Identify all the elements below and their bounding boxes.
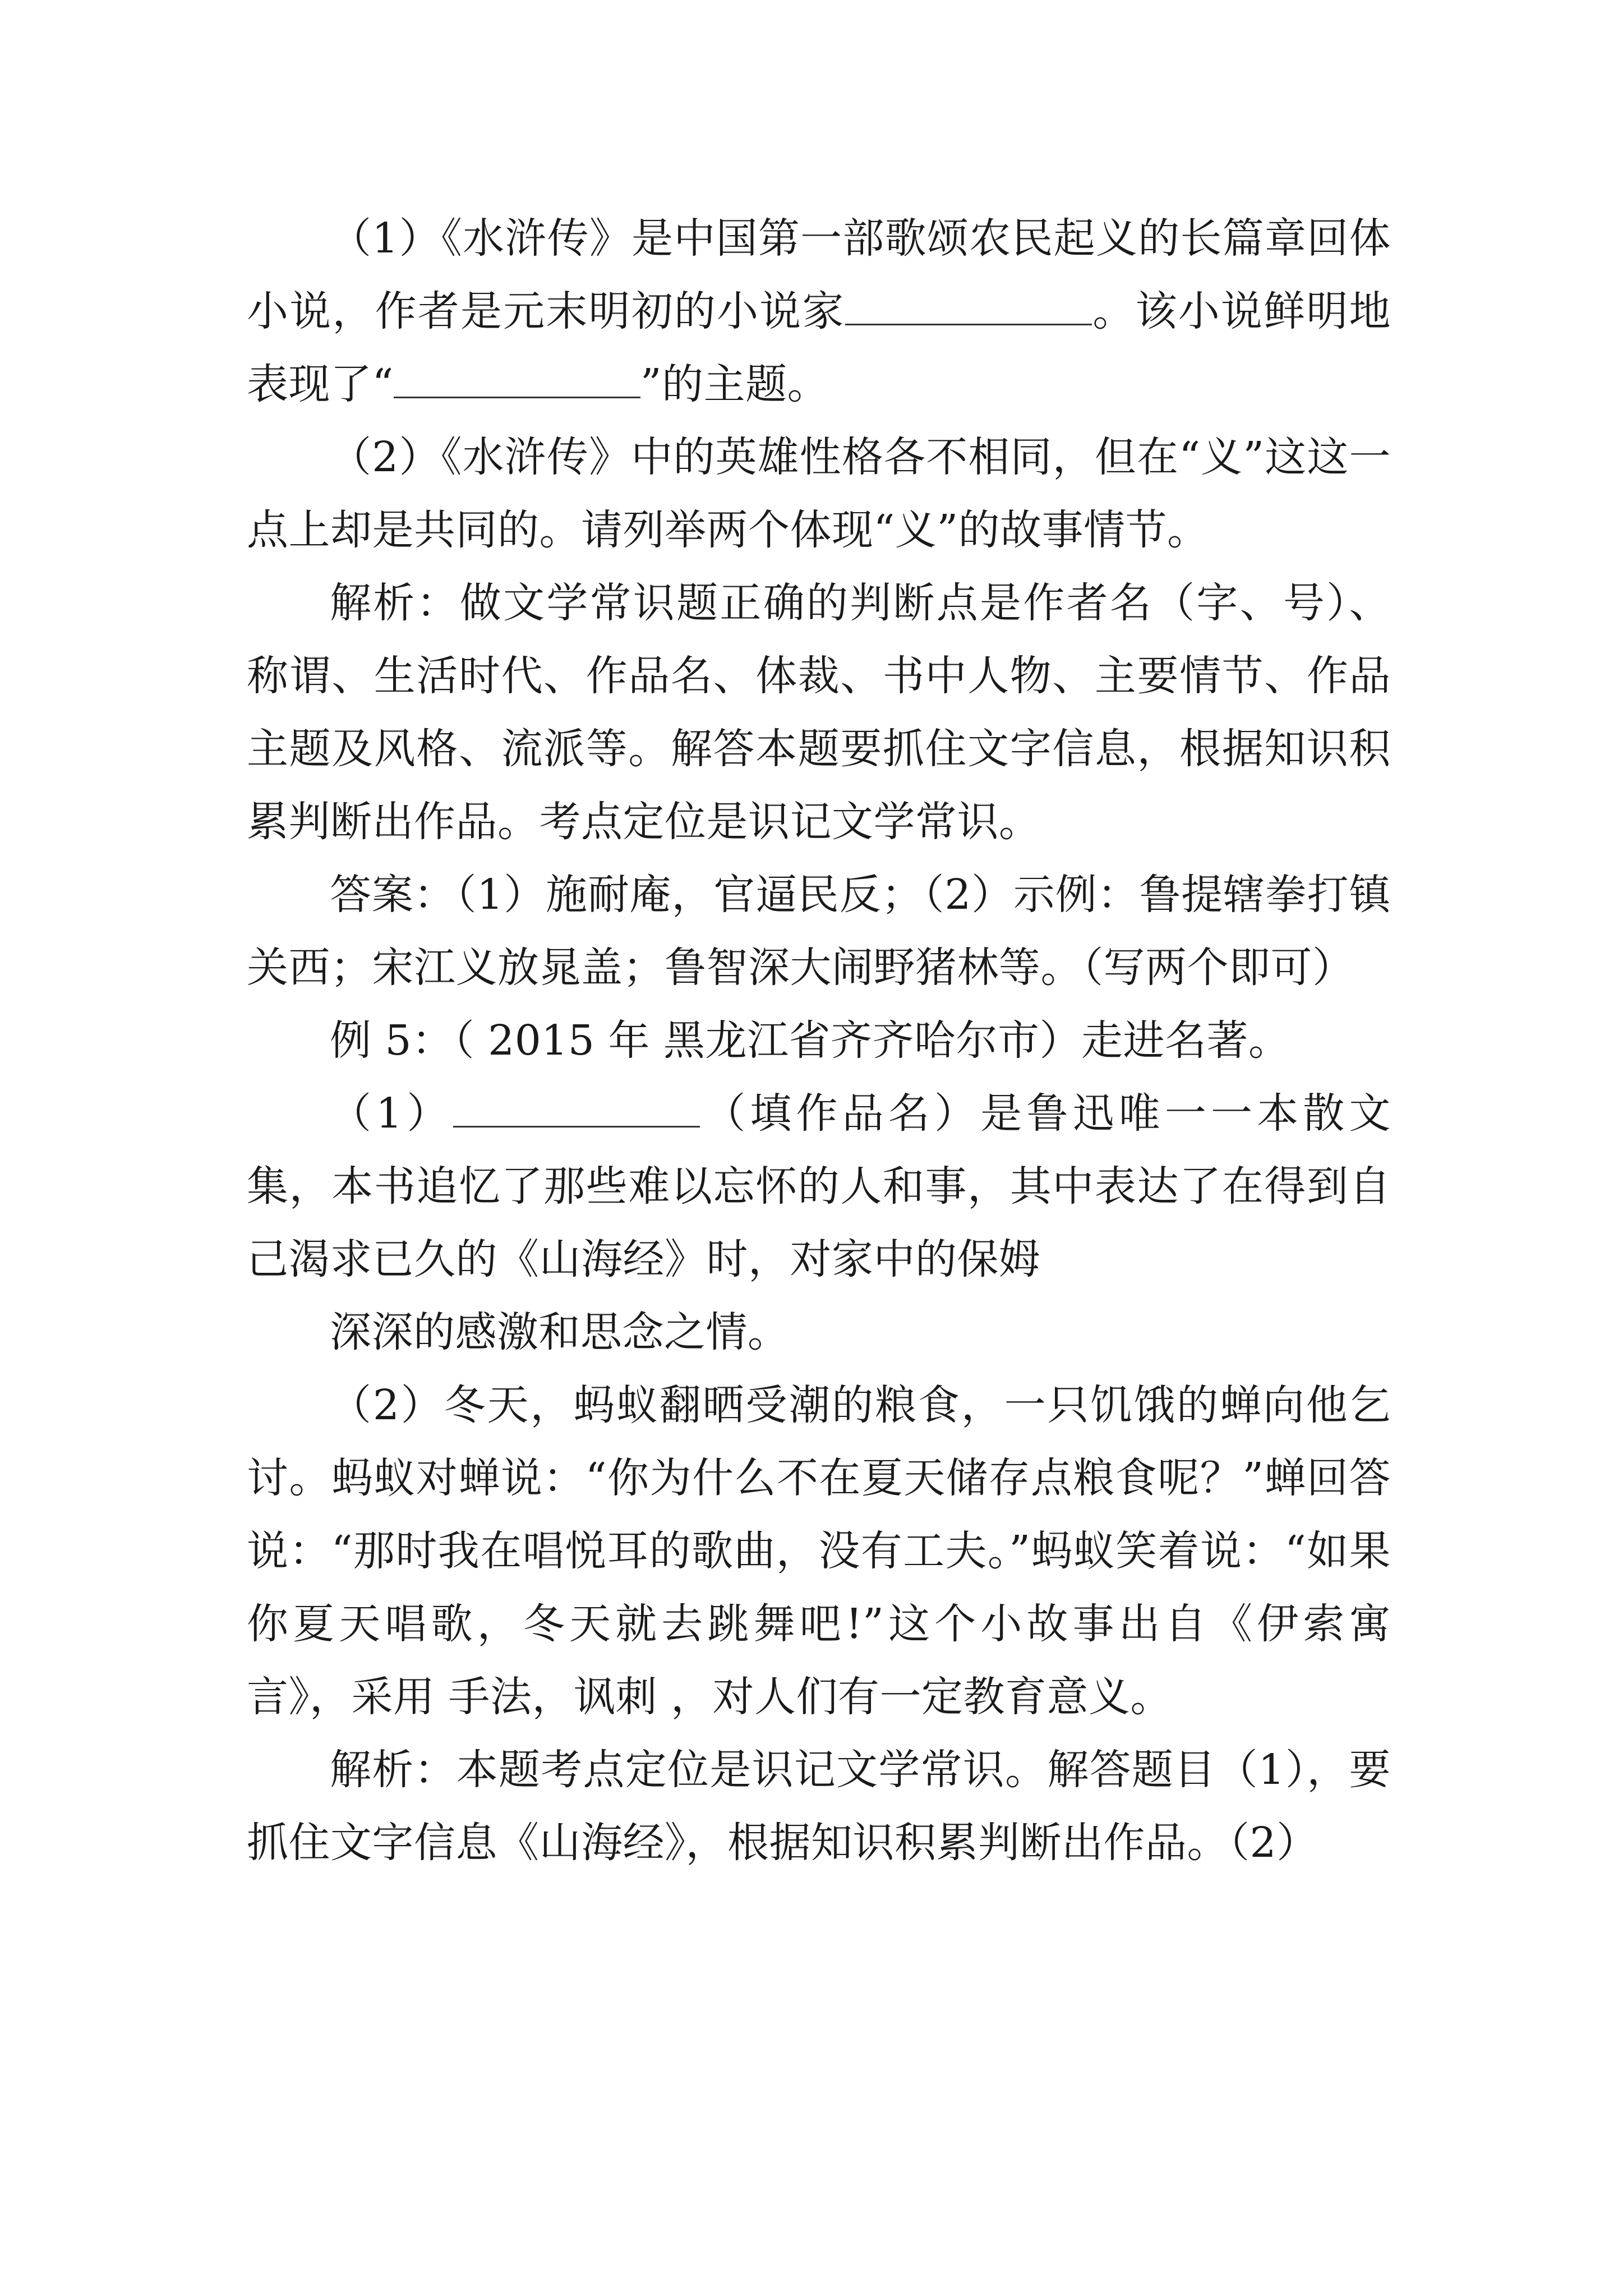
question-5-part-1 [247,1077,1391,1296]
q4-part1-text-before: （1）《水浒传》是中国第一部歌颂农民起义的长篇章回体小说，作者是元末明初的小说家 [247,214,1391,335]
question-4-analysis: 解析：做文学常识题正确的判断点是作者名（字、号）、称谓、生活时代、作品名、体裁、书中人物、主要情节、作品主题及风格、流派等。解答本题要抓住文字信息，根据知识积累判断出作品。考点定位是识记文学常识。 [247,579,1391,846]
example-5-heading: 例 5：（ 2015 年 黑龙江省齐齐哈尔市）走进名著。 [330,1016,1290,1065]
question-4-answer: 答案：（1）施耐庵，官逼民反；（2）示例：鲁提辖拳打镇关西；宋江义放晁盖；鲁智深大闹野猪林等。（写两个即可） [247,871,1391,992]
document-body [247,202,1391,1879]
q4-part1-text-middle: 。该小说鲜明地表现了“ [247,287,1391,408]
question-5-analysis: 解析：本题考点定位是识记文学常识。解答题目（1），要抓住文字信息《山海经》，根据知识积累判断出作品。（2） [247,1746,1391,1867]
q5-part1-text-after: （填作品名）是鲁迅唯一一本散文集，本书追忆了那些难以忘怀的人和事，其中表达了在得到自己渴求已久的《山海经》时，对家中的保姆 [247,1089,1391,1283]
q5-part1-text-before: （1） [330,1089,453,1138]
q4-part1-text-after: ”的主题。 [640,360,829,408]
question-4-part-1 [247,202,1391,421]
question-5-part-1-continued: 深深的感激和思念之情。 [330,1308,790,1356]
author-blank [845,284,1092,325]
question-5-part-2: （2）冬天，蚂蚁翻晒受潮的粮食，一只饥饿的蝉向他乞讨。蚂蚁对蝉说：“你为什么不在夏天储存点粮食呢？”蝉回答说：“那时我在唱悦耳的歌曲，没有工夫。”蚂蚁笑着说：“如果你夏天唱歌，冬天就去跳舞吧!”这个小故事出自《伊索寓言》，采用 手法，讽刺 ，对人们有一定教育意义。 [247,1381,1391,1721]
question-4-part-2: （2）《水浒传》中的英雄性格各不相同，但在“义”这这一点上却是共同的。请列举两个体现“义”的故事情节。 [247,433,1391,554]
work-name-blank [453,1087,700,1128]
theme-blank [394,357,640,398]
